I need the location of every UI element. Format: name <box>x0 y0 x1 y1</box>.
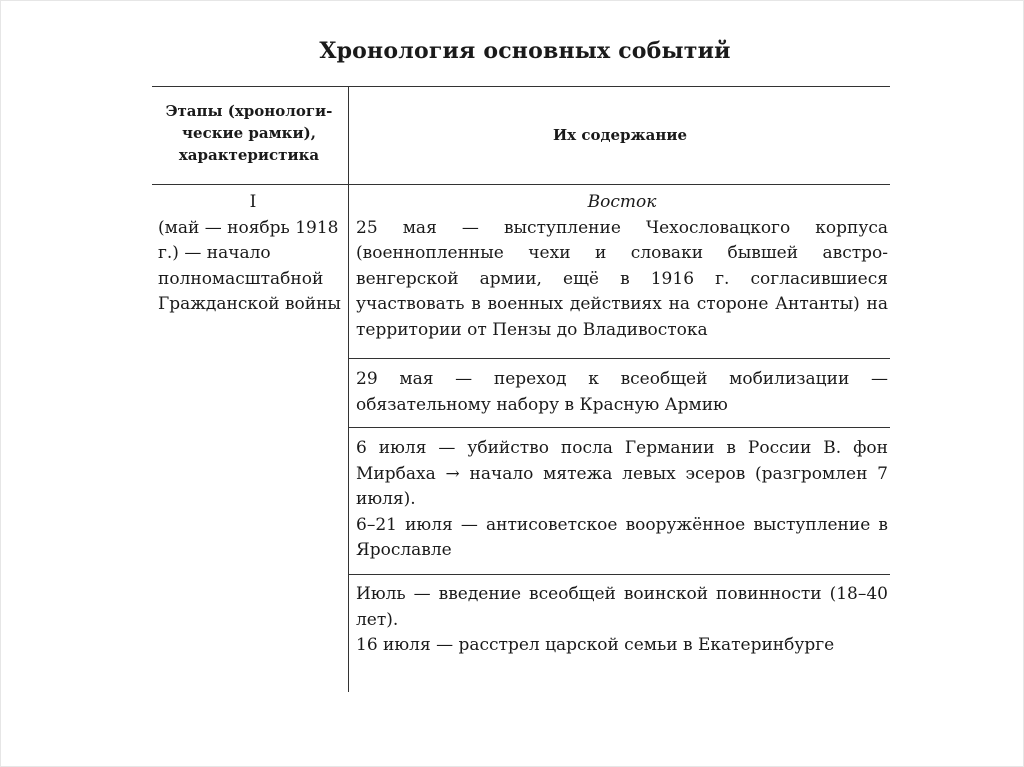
column-header-content: Их содержание <box>552 126 688 144</box>
row-divider <box>348 427 890 428</box>
region-label: Восток <box>587 192 657 212</box>
stage-description: (май — ноябрь 1918 г.) — начало полномасштабной Гражданской войны <box>158 217 341 315</box>
page-title: Хронология основных событий <box>319 38 731 64</box>
event-text: 16 июля — расстрел царской семьи в Екатеринбурге <box>356 635 835 656</box>
event-text: 6 июля — убийство посла Германии в России В. фон Мирбаха → начало мятежа левых эсеров (разгромлен 7 июля). <box>356 438 888 510</box>
row-divider <box>348 574 890 575</box>
column-header-stages: Этапы (хронологи-ческие рамки), характеристика <box>165 102 333 164</box>
content-row <box>356 582 888 659</box>
table-top-rule <box>152 86 890 87</box>
content-row <box>356 436 888 564</box>
event-text: 6–21 июля — антисоветское вооружённое выступление в Ярославле <box>356 514 888 561</box>
content-row <box>356 190 888 344</box>
event-text: 29 мая — переход к всеобщей мобилизации — обязательному набору в Красную Армию <box>356 369 888 415</box>
event-text: Июль — введение всеобщей воинской повинности (18–40 лет). <box>356 584 888 630</box>
header-bottom-rule <box>152 184 890 185</box>
stage-number: I <box>249 192 257 212</box>
column-divider <box>348 86 349 692</box>
event-text: 25 мая — выступление Чехословацкого корпуса (военнопленные чехи и словаки бывшей австро-венгерской армии, ещё в 1916 г. согласившиеся участвовать в военных действиях на стороне Антанты) на территории от Пензы до Владивостока <box>356 217 888 340</box>
stage-cell <box>158 190 348 318</box>
row-divider <box>348 358 890 359</box>
content-row <box>356 367 888 418</box>
